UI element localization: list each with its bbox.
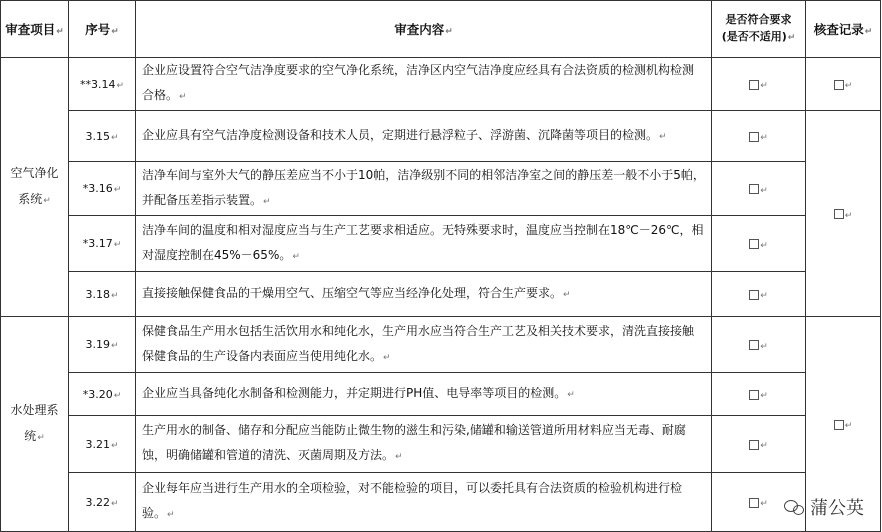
compliance-checkbox[interactable]: ↵: [712, 216, 806, 272]
row-number: 3.22↵: [69, 473, 136, 532]
row-content: 企业每年应当进行生产用水的全项检验，对不能检验的项目，可以委托具有合法资质的检验机构进行检验。↵: [136, 473, 712, 532]
compliance-checkbox[interactable]: ↵: [712, 317, 806, 373]
row-content: 保健食品生产用水包括生活饮用水和纯化水，生产用水应当符合生产工艺及相关技术要求，清洗直接接触保健食品的生产设备内表面应当使用纯化水。↵: [136, 317, 712, 373]
header-row: [1, 1, 881, 58]
row-number: *3.17↵: [69, 216, 136, 272]
header-review-item: 审查项目↵: [1, 1, 69, 58]
compliance-checkbox[interactable]: ↵: [712, 473, 806, 532]
row-number: 3.21↵: [69, 416, 136, 473]
row-content: 企业应当具备纯化水制备和检测能力，并定期进行PH值、电导率等项目的检测。↵: [136, 373, 712, 416]
compliance-checkbox[interactable]: ↵: [712, 111, 806, 162]
wechat-icon: [784, 500, 804, 514]
watermark: [784, 494, 864, 520]
section-title-air: 空气净化 系统↵: [1, 58, 69, 317]
header-compliance: [712, 1, 806, 58]
row-number: **3.14↵: [69, 58, 136, 111]
table-row: [1, 111, 881, 162]
row-number: 3.18↵: [69, 272, 136, 317]
compliance-checkbox[interactable]: ↵: [712, 373, 806, 416]
row-content: 企业应具有空气洁净度检测设备和技术人员，定期进行悬浮粒子、浮游菌、沉降菌等项目的检测。↵: [136, 111, 712, 162]
header-verification-record: 核查记录↵: [806, 1, 881, 58]
table-row: [1, 58, 881, 111]
row-number: 3.15↵: [69, 111, 136, 162]
table-row: [1, 416, 881, 473]
section-title-water: 水处理系 统↵: [1, 317, 69, 532]
row-content: 企业应设置符合空气洁净度要求的空气净化系统，洁净区内空气洁净度应经具有合法资质的检测机构检测合格。↵: [136, 58, 712, 111]
table-row: [1, 272, 881, 317]
table-row: [1, 216, 881, 272]
compliance-checkbox[interactable]: ↵: [712, 272, 806, 317]
header-compliance-line2: (是否不适用)↵: [721, 30, 796, 43]
record-checkbox[interactable]: ↵: [806, 58, 881, 111]
compliance-checkbox[interactable]: ↵: [712, 162, 806, 216]
row-content: 洁净车间的温度和相对湿度应当与生产工艺要求相适应。无特殊要求时，温度应当控制在18℃－26℃，相对湿度控制在45%－65%。↵: [136, 216, 712, 272]
header-serial-no: 序号↵: [69, 1, 136, 58]
record-checkbox-water[interactable]: ↵: [806, 317, 881, 532]
row-content: 生产用水的制备、储存和分配应当能防止微生物的滋生和污染,储罐和输送管道所用材料应当无毒、耐腐蚀，明确储罐和管道的清洗、灭菌周期及方法。↵: [136, 416, 712, 473]
watermark-text: 蒲公英: [810, 498, 864, 519]
table-row: [1, 373, 881, 416]
table-row: [1, 162, 881, 216]
compliance-checkbox[interactable]: ↵: [712, 416, 806, 473]
row-content: 洁净车间与室外大气的静压差应当不小于10帕，洁净级别不同的相邻洁净室之间的静压差一般不小于5帕，并配备压差指示装置。↵: [136, 162, 712, 216]
row-content: 直接接触保健食品的干燥用空气、压缩空气等应当经净化处理，符合生产要求。↵: [136, 272, 712, 317]
table-row: [1, 317, 881, 373]
row-number: *3.16↵: [69, 162, 136, 216]
header-review-content: 审查内容↵: [136, 1, 712, 58]
row-number: *3.20↵: [69, 373, 136, 416]
table-row: [1, 473, 881, 532]
row-number: 3.19↵: [69, 317, 136, 373]
header-compliance-line1: 是否符合要求: [725, 13, 792, 26]
compliance-checkbox[interactable]: ↵: [712, 58, 806, 111]
record-checkbox-air[interactable]: ↵: [806, 111, 881, 317]
